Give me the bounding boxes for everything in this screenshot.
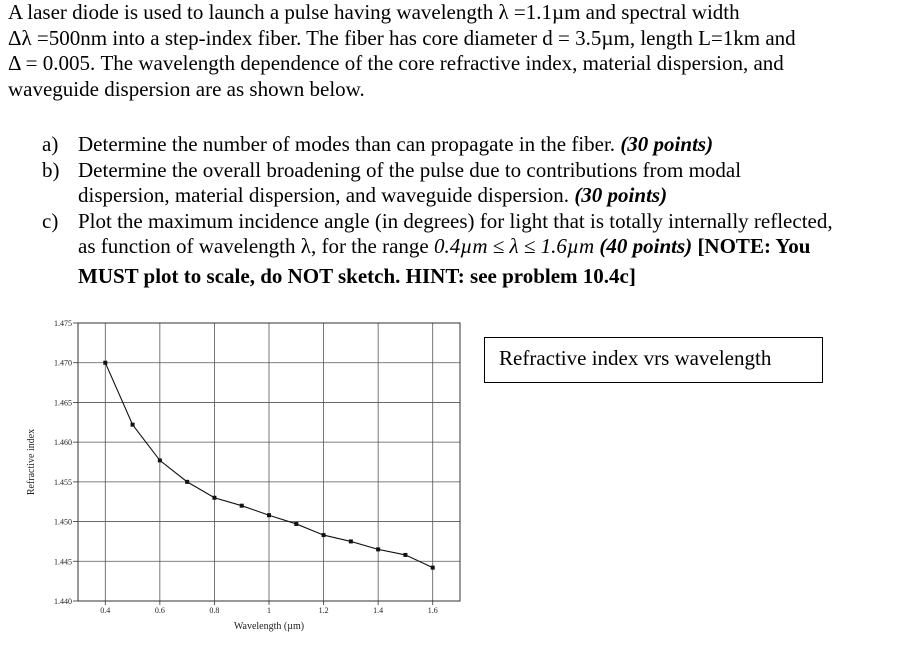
x-axis-label: Wavelength (µm): [233, 621, 305, 632]
x-tick-label: 1.2: [318, 606, 329, 615]
x-tick-label: 0.8: [209, 606, 220, 615]
question-a: [42, 132, 902, 158]
x-tick-label: 0.6: [154, 606, 165, 615]
question-text-line2: [78, 183, 902, 209]
data-point: [185, 480, 189, 484]
y-tick-label: 1.465: [54, 398, 72, 408]
question-points: (40 points): [594, 234, 698, 258]
data-point: [294, 522, 298, 526]
data-point: [158, 458, 162, 462]
y-tick-label: 1.440: [54, 597, 72, 606]
data-point: [267, 513, 271, 517]
question-b: [42, 158, 902, 209]
x-tick-label: 1.6: [427, 606, 438, 615]
data-point: [376, 547, 380, 551]
data-point: [240, 504, 244, 508]
y-tick-label: 1.470: [54, 358, 72, 368]
intro-line: Δ = 0.005. The wavelength dependence of the core refractive index, material dispersion, and: [8, 51, 784, 75]
x-tick-label: 1: [267, 606, 271, 615]
y-tick-label: 1.460: [54, 438, 72, 448]
x-tick-label: 0.4: [100, 606, 111, 615]
question-points: (30 points): [574, 183, 668, 207]
question-points: (30 points): [620, 132, 714, 156]
y-axis-label: Refractive index: [26, 428, 37, 496]
intro-line: waveguide dispersion are as shown below.: [8, 76, 365, 101]
data-point: [349, 539, 353, 543]
problem-intro: [8, 0, 898, 102]
question-text: Determine the number of modes than can propagate in the fiber.: [78, 132, 621, 156]
y-tick-label: 1.455: [54, 477, 72, 487]
question-note: MUST plot to scale, do NOT sketch. HINT: see problem 10.4c]: [78, 263, 636, 288]
x-tick-label: 1.4: [373, 606, 384, 615]
question-text: Plot the maximum incidence angle (in degrees) for light that is totally internally reflected,: [78, 208, 833, 233]
intro-line: A laser diode is used to launch a pulse having wavelength λ =1.1µm and spectral width: [8, 0, 740, 24]
chart-ticks: [54, 319, 438, 615]
y-tick-label: 1.450: [54, 517, 72, 527]
question-letter: c): [42, 208, 59, 233]
intro-line: Δλ =500nm into a step-index fiber. The fiber has core diameter d = 3.5µm, length L=1km and: [8, 25, 796, 50]
data-point: [103, 361, 107, 365]
refractive-index-chart: [20, 308, 482, 646]
y-tick-label: 1.475: [54, 319, 72, 328]
question-text: dispersion, material dispersion, and waveguide dispersion.: [78, 183, 575, 207]
question-note: [NOTE: You: [697, 234, 811, 258]
data-point: [322, 533, 326, 537]
question-letter: b): [42, 157, 60, 182]
question-letter: a): [42, 132, 59, 156]
question-list: [42, 132, 902, 289]
data-point: [431, 566, 435, 570]
data-point: [212, 496, 216, 500]
data-point: [403, 553, 407, 557]
question-c: [42, 209, 902, 290]
data-point: [131, 423, 135, 427]
question-text: as function of wavelength λ, for the range: [78, 234, 434, 258]
wavelength-range: 0.4µm ≤ λ ≤ 1.6µm: [433, 234, 595, 258]
chart-grid: [78, 323, 460, 601]
question-text: Determine the overall broadening of the pulse due to contributions from modal: [78, 157, 742, 182]
y-tick-label: 1.445: [54, 557, 72, 567]
question-text-line2: [78, 234, 902, 260]
chart-caption: Refractive index vrs wavelength: [484, 337, 823, 383]
